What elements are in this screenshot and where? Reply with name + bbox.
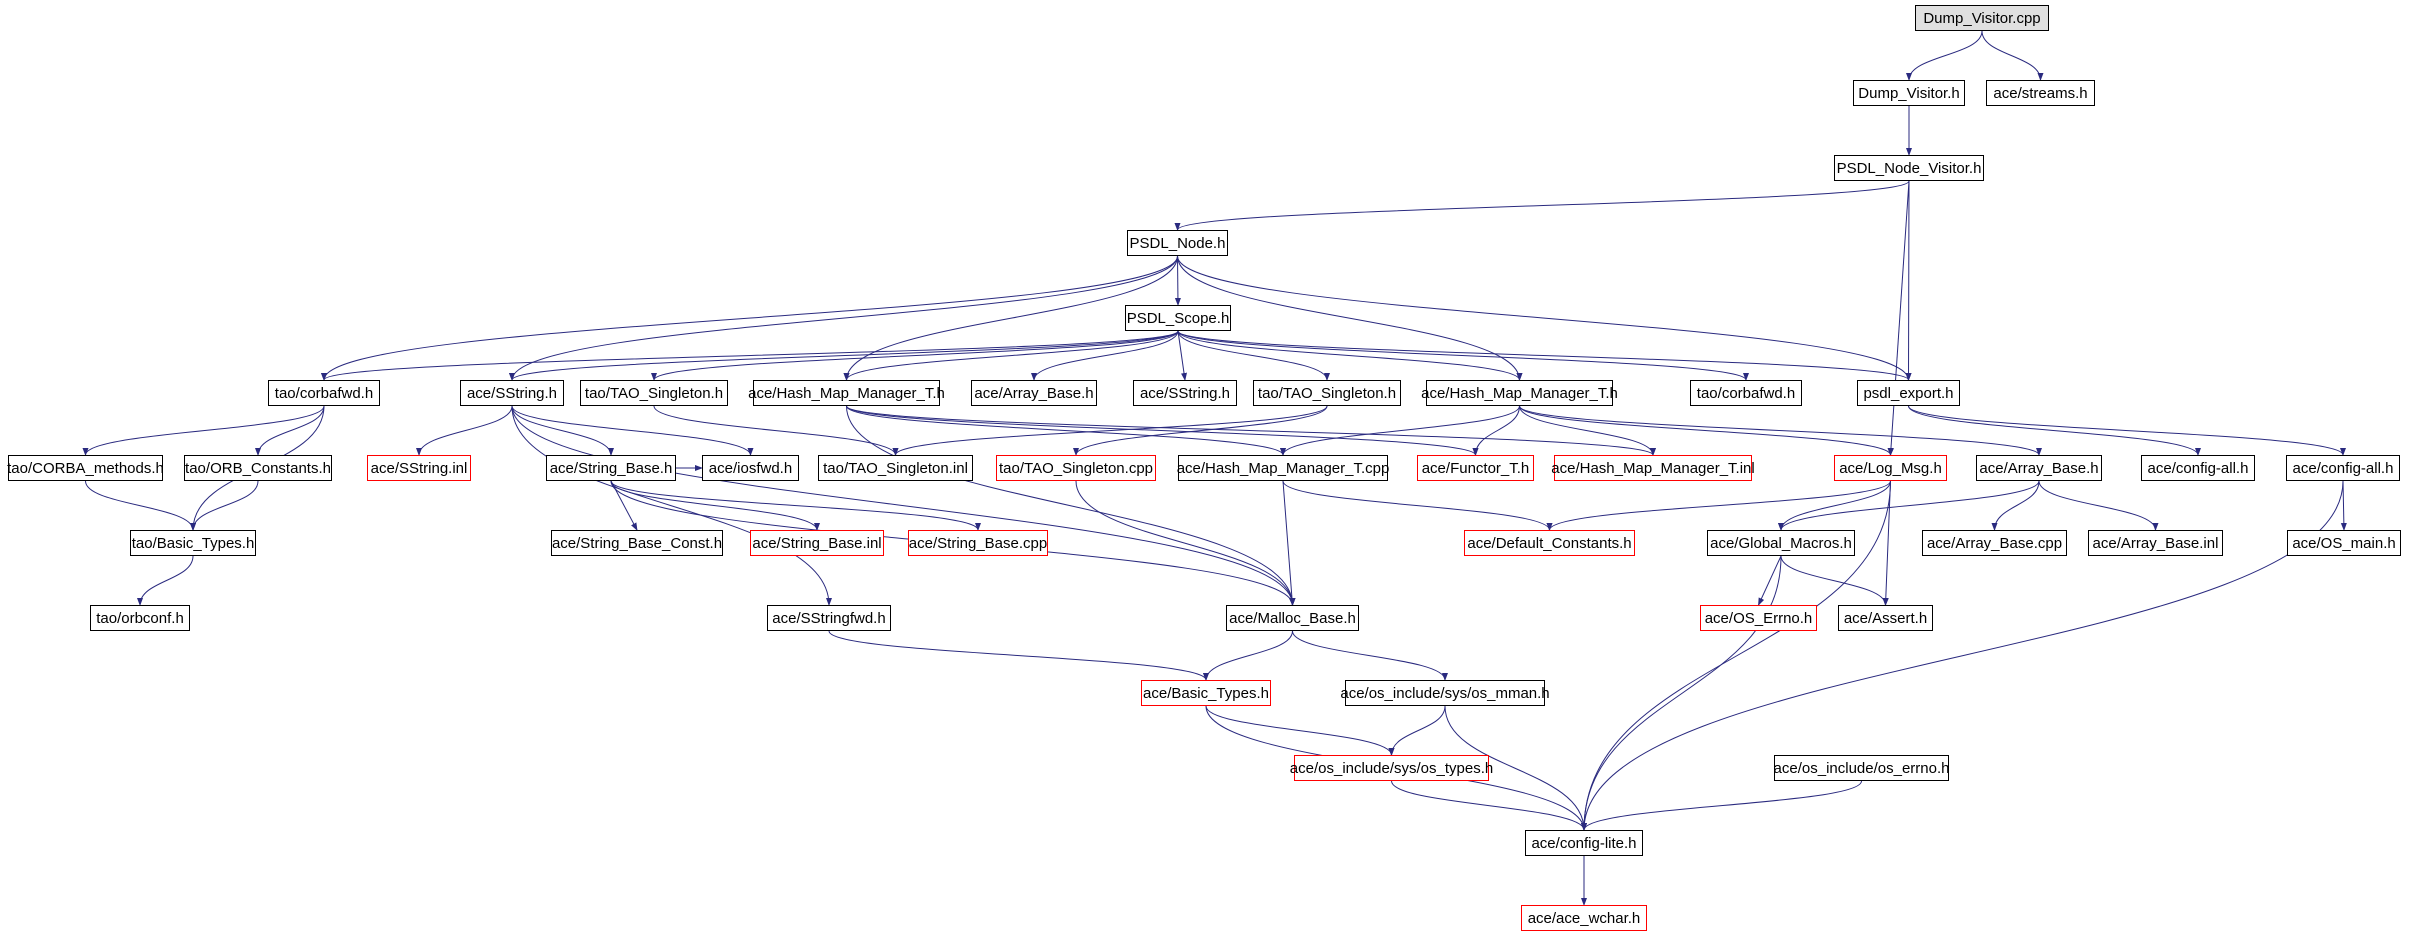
graph-node-label: ace/Log_Msg.h xyxy=(1839,459,1942,477)
graph-edge xyxy=(1178,331,1909,380)
graph-edge xyxy=(140,556,193,605)
graph-node-label: Dump_Visitor.cpp xyxy=(1923,9,2041,27)
graph-edge xyxy=(847,331,1179,380)
graph-node-label: ace/String_Base_Const.h xyxy=(551,534,723,552)
graph-node[interactable] xyxy=(2286,455,2400,481)
graph-node[interactable] xyxy=(971,380,1097,406)
graph-edge xyxy=(1886,481,1891,605)
graph-node-label: ace/config-all.h xyxy=(2147,459,2249,477)
graph-edge xyxy=(1178,256,1909,380)
graph-node-label: tao/Basic_Types.h xyxy=(131,534,255,552)
graph-node[interactable] xyxy=(1178,455,1388,481)
graph-edge xyxy=(1909,181,1910,380)
graph-node-label: ace/SString.h xyxy=(1139,384,1231,402)
graph-node[interactable] xyxy=(580,380,728,406)
graph-node-label: ace/Hash_Map_Manager_T.inl xyxy=(1551,459,1755,477)
graph-edge xyxy=(1178,331,1185,380)
graph-edge xyxy=(1909,31,1982,80)
graph-edge xyxy=(1781,556,1886,605)
graph-node-label: ace/os_include/sys/os_types.h xyxy=(1289,759,1494,777)
graph-node[interactable] xyxy=(1774,755,1949,781)
graph-node[interactable] xyxy=(1127,230,1228,256)
graph-node-label: tao/TAO_Singleton.inl xyxy=(823,459,968,477)
graph-edge xyxy=(1283,406,1520,455)
graph-node-label: ace/Malloc_Base.h xyxy=(1229,609,1356,627)
graph-edge xyxy=(1520,406,1891,455)
graph-node-label: ace/SString.h xyxy=(466,384,558,402)
graph-edge xyxy=(1178,181,1910,230)
graph-node[interactable] xyxy=(1922,530,2067,556)
graph-node[interactable] xyxy=(1464,530,1635,556)
graph-node[interactable] xyxy=(551,530,723,556)
graph-edge xyxy=(847,406,1476,455)
graph-node[interactable] xyxy=(1141,680,1271,706)
graph-edge xyxy=(1178,331,1520,380)
graph-edge xyxy=(86,406,325,455)
graph-edge xyxy=(654,331,1178,380)
graph-edge xyxy=(512,331,1178,380)
graph-edge xyxy=(1206,631,1293,680)
graph-node[interactable] xyxy=(748,380,945,406)
graph-node-label: ace/os_include/sys/os_mman.h xyxy=(1340,684,1550,702)
graph-node-label: ace/config-all.h xyxy=(2292,459,2394,477)
graph-edge xyxy=(611,481,978,530)
graph-edge xyxy=(1178,256,1179,305)
graph-node-label: tao/TAO_Singleton.cpp xyxy=(999,459,1153,477)
graph-node-label: psdl_export.h xyxy=(1863,384,1954,402)
graph-edge xyxy=(829,631,1206,680)
graph-node-label: ace/Hash_Map_Manager_T.cpp xyxy=(1176,459,1390,477)
graph-edge xyxy=(2039,481,2156,530)
graph-node[interactable] xyxy=(2088,530,2223,556)
graph-node[interactable] xyxy=(1986,80,2095,106)
graph-node[interactable] xyxy=(1834,155,1984,181)
graph-edge xyxy=(1178,331,1746,380)
graph-node[interactable] xyxy=(1421,380,1618,406)
graph-node[interactable] xyxy=(1289,755,1494,781)
graph-edge xyxy=(847,406,1654,455)
graph-edge xyxy=(1076,481,1293,605)
graph-node[interactable] xyxy=(1857,380,1960,406)
graph-node-label: ace/config-lite.h xyxy=(1531,834,1637,852)
graph-node-label: tao/ORB_Constants.h xyxy=(185,459,331,477)
graph-edge xyxy=(1283,481,1293,605)
graph-node[interactable] xyxy=(546,455,676,481)
graph-edge xyxy=(611,481,637,530)
graph-node-label: ace/ace_wchar.h xyxy=(1527,909,1641,927)
graph-node[interactable] xyxy=(1915,5,2049,31)
graph-edge xyxy=(654,406,896,455)
graph-edge xyxy=(896,406,1328,455)
graph-edge xyxy=(512,406,1293,605)
graph-edge xyxy=(1909,406,2199,455)
graph-node[interactable] xyxy=(1125,305,1231,331)
graph-node[interactable] xyxy=(1551,455,1755,481)
graph-node-label: ace/Hash_Map_Manager_T.h xyxy=(1421,384,1618,402)
graph-node-label: ace/OS_main.h xyxy=(2292,534,2396,552)
graph-node[interactable] xyxy=(1853,80,1965,106)
graph-node[interactable] xyxy=(996,455,1156,481)
graph-node-label: ace/Array_Base.cpp xyxy=(1926,534,2063,552)
graph-node[interactable] xyxy=(1521,905,1647,931)
graph-edge xyxy=(2343,481,2344,530)
graph-node[interactable] xyxy=(908,530,1048,556)
graph-node-label: ace/SString.inl xyxy=(370,459,468,477)
graph-edge xyxy=(512,406,751,455)
graph-edge xyxy=(1982,31,2041,80)
graph-node-label: ace/Functor_T.h xyxy=(1421,459,1530,477)
graph-node-label: ace/Hash_Map_Manager_T.h xyxy=(748,384,945,402)
graph-edge xyxy=(1034,331,1178,380)
graph-node[interactable] xyxy=(8,455,163,481)
graph-edge xyxy=(324,256,1178,380)
graph-edge xyxy=(1283,481,1550,530)
graph-edge xyxy=(1909,406,2344,455)
graph-node-label: ace/OS_Errno.h xyxy=(1704,609,1813,627)
graph-edge xyxy=(512,406,611,455)
graph-node-label: ace/Array_Base.inl xyxy=(2092,534,2219,552)
graph-edge xyxy=(419,406,512,455)
graph-edge xyxy=(1293,631,1446,680)
graph-node[interactable] xyxy=(1700,605,1817,631)
graph-node[interactable] xyxy=(367,455,471,481)
graph-node[interactable] xyxy=(460,380,564,406)
graph-node[interactable] xyxy=(1417,455,1534,481)
graph-node-label: ace/Array_Base.h xyxy=(1979,459,2099,477)
graph-node[interactable] xyxy=(767,605,891,631)
graph-edge xyxy=(324,331,1178,380)
graph-node-label: ace/String_Base.inl xyxy=(752,534,882,552)
graph-node[interactable] xyxy=(1690,380,1802,406)
graph-node-label: ace/Basic_Types.h xyxy=(1143,684,1269,702)
graph-node-label: ace/String_Base.cpp xyxy=(908,534,1048,552)
graph-edge xyxy=(193,481,258,530)
graph-node[interactable] xyxy=(818,455,973,481)
graph-edge xyxy=(1520,406,2040,455)
graph-node-label: tao/TAO_Singleton.h xyxy=(584,384,724,402)
graph-node[interactable] xyxy=(1976,455,2102,481)
graph-node[interactable] xyxy=(1707,530,1855,556)
graph-node[interactable] xyxy=(1226,605,1359,631)
graph-node[interactable] xyxy=(1525,830,1643,856)
graph-node-label: ace/SStringfwd.h xyxy=(772,609,886,627)
graph-node[interactable] xyxy=(1340,680,1550,706)
graph-node-label: ace/Array_Base.h xyxy=(974,384,1094,402)
graph-node-label: Dump_Visitor.h xyxy=(1858,84,1960,102)
graph-edge xyxy=(1584,556,1781,830)
graph-node[interactable] xyxy=(130,530,256,556)
graph-edge xyxy=(86,481,194,530)
graph-edge xyxy=(1891,181,1910,455)
graph-edge xyxy=(611,481,817,530)
graph-node[interactable] xyxy=(1838,605,1933,631)
graph-edge xyxy=(1206,706,1392,755)
graph-node-label: tao/CORBA_methods.h xyxy=(7,459,164,477)
graph-node[interactable] xyxy=(1133,380,1237,406)
graph-node[interactable] xyxy=(268,380,380,406)
graph-node[interactable] xyxy=(184,455,332,481)
graph-node[interactable] xyxy=(1253,380,1401,406)
graph-edge xyxy=(1995,481,2040,530)
graph-node-label: ace/String_Base.h xyxy=(549,459,673,477)
graph-edge xyxy=(1550,481,1891,530)
graph-node-label: ace/Default_Constants.h xyxy=(1467,534,1632,552)
graph-node[interactable] xyxy=(750,530,884,556)
graph-node-label: ace/os_include/os_errno.h xyxy=(1773,759,1950,777)
graph-node-label: tao/orbconf.h xyxy=(96,609,184,627)
graph-node[interactable] xyxy=(702,455,799,481)
graph-node[interactable] xyxy=(1834,455,1947,481)
graph-node-label: ace/streams.h xyxy=(1993,84,2088,102)
graph-edge xyxy=(1781,481,1891,530)
graph-node[interactable] xyxy=(90,605,190,631)
graph-node-label: PSDL_Node.h xyxy=(1129,234,1226,252)
graph-node[interactable] xyxy=(2141,455,2255,481)
graph-edge xyxy=(1076,406,1327,455)
graph-edge xyxy=(1178,331,1327,380)
graph-node-label: tao/corbafwd.h xyxy=(1696,384,1796,402)
graph-node-label: ace/Global_Macros.h xyxy=(1710,534,1852,552)
graph-node[interactable] xyxy=(2287,530,2401,556)
graph-edge xyxy=(1476,406,1520,455)
graph-edge xyxy=(847,406,1284,455)
graph-edge xyxy=(1520,406,1654,455)
graph-edge xyxy=(512,406,829,605)
graph-edge xyxy=(1584,781,1862,830)
graph-edge xyxy=(1392,706,1446,755)
graph-node-label: PSDL_Node_Visitor.h xyxy=(1836,159,1982,177)
graph-edge xyxy=(847,406,1293,605)
graph-edge xyxy=(1759,556,1782,605)
graph-edge xyxy=(1392,781,1585,830)
graph-node-label: ace/iosfwd.h xyxy=(708,459,793,477)
graph-edge xyxy=(1781,481,2039,530)
graph-edge xyxy=(512,256,1178,380)
graph-node-label: tao/corbafwd.h xyxy=(274,384,374,402)
graph-node-label: PSDL_Scope.h xyxy=(1126,309,1230,327)
graph-edge xyxy=(258,406,324,455)
graph-node-label: tao/TAO_Singleton.h xyxy=(1257,384,1397,402)
graph-node-label: ace/Assert.h xyxy=(1843,609,1928,627)
